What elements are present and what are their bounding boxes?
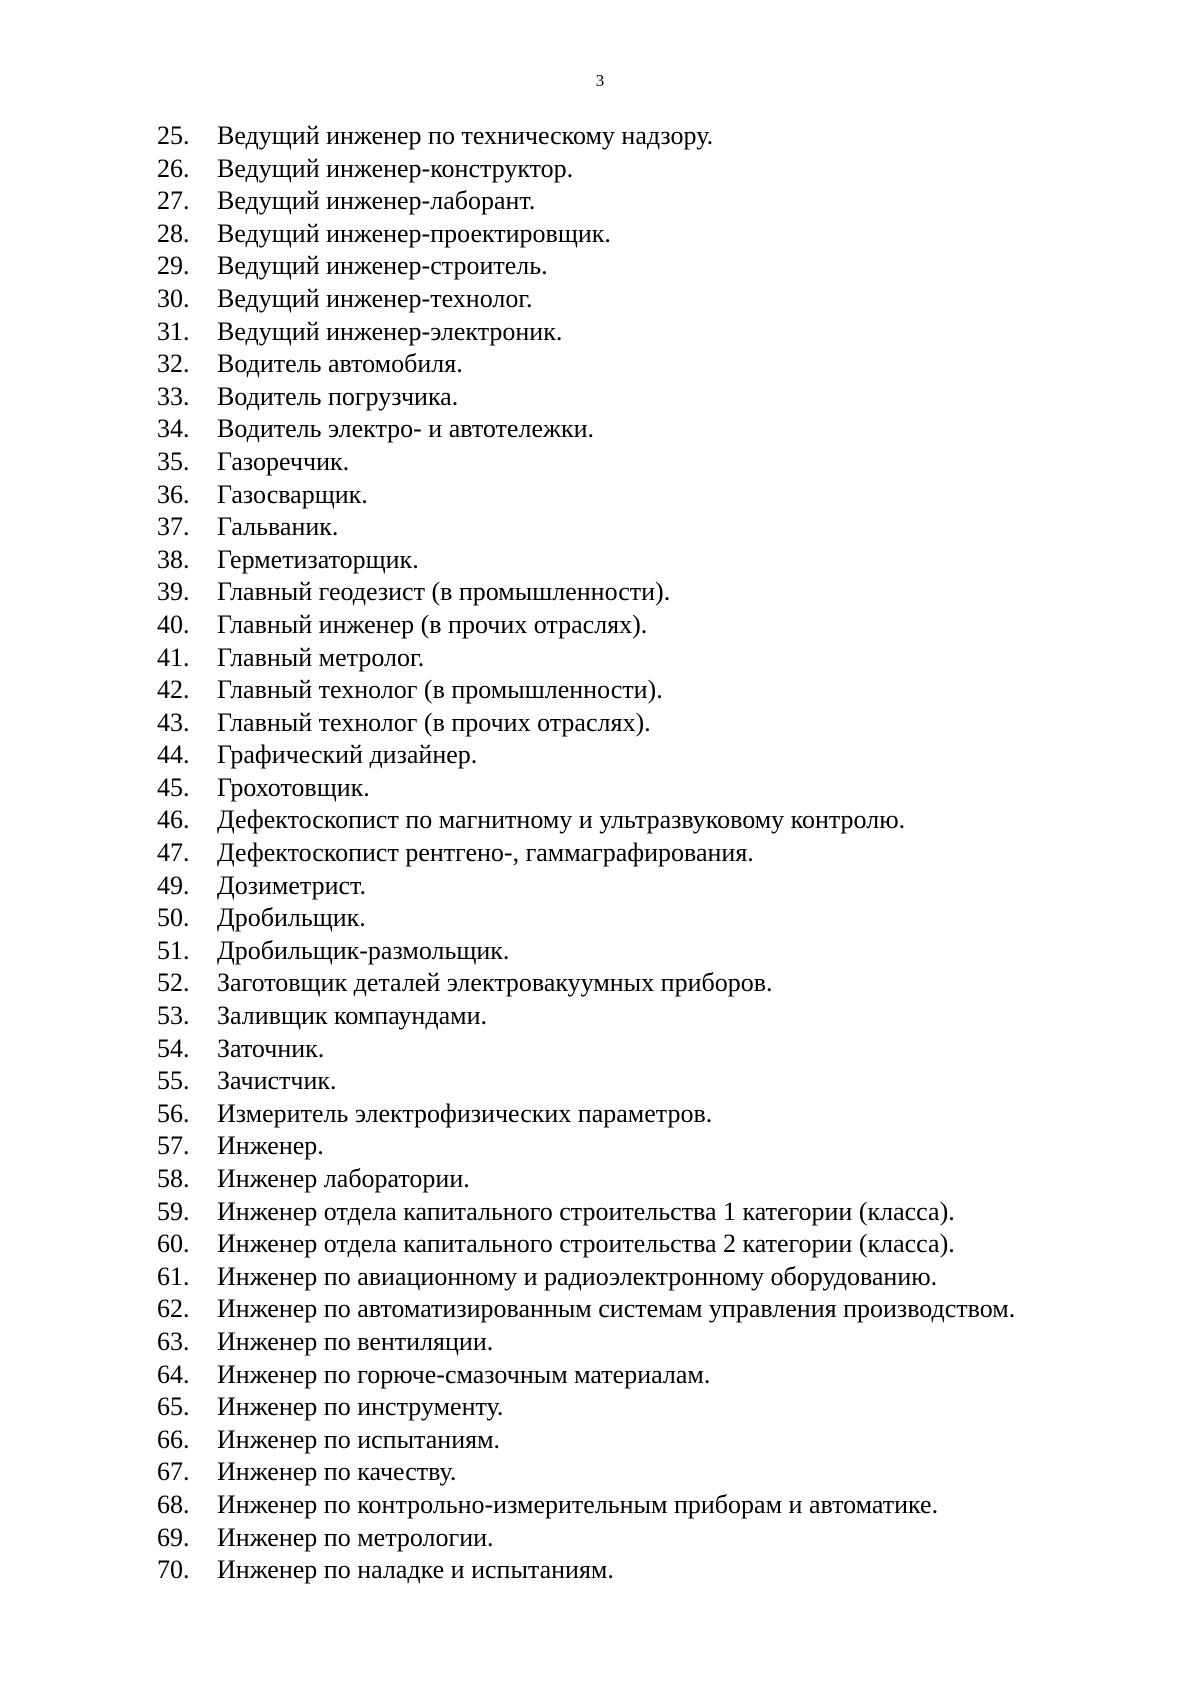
list-item (157, 120, 1157, 153)
item-number: 30. (157, 283, 190, 313)
list-item (157, 218, 1157, 251)
list-item (157, 1130, 1157, 1163)
list-item (157, 544, 1157, 577)
item-text: Главный метролог. (217, 642, 425, 672)
item-text: Инженер по автоматизированным системам управления производством. (217, 1294, 1016, 1324)
item-text: Главный геодезист (в промышленности). (217, 577, 671, 607)
item-number: 56. (157, 1098, 190, 1128)
list-item (157, 479, 1157, 512)
item-text: Ведущий инженер-технолог. (217, 283, 533, 313)
item-number: 35. (157, 446, 190, 476)
list-item (157, 1424, 1157, 1457)
list-item (157, 674, 1157, 707)
item-number: 68. (157, 1489, 190, 1519)
item-number: 25. (157, 121, 190, 150)
item-text: Инженер по авиационному и радиоэлектронному оборудованию. (217, 1261, 938, 1291)
item-number: 46. (157, 805, 190, 835)
list-item (157, 1522, 1157, 1555)
list-item (157, 1261, 1157, 1294)
item-number: 40. (157, 609, 190, 639)
item-text: Измеритель электрофизических параметров. (217, 1098, 713, 1128)
item-text: Главный технолог (в промышленности). (217, 675, 663, 705)
list-item (157, 153, 1157, 186)
item-text: Заливщик компаундами. (217, 1001, 487, 1031)
list-item (157, 642, 1157, 675)
item-number: 34. (157, 414, 190, 444)
list-item (157, 1489, 1157, 1522)
item-number: 52. (157, 968, 190, 998)
list-item (157, 902, 1157, 935)
item-text: Зачистчик. (217, 1066, 337, 1096)
item-number: 59. (157, 1196, 190, 1226)
list-item (157, 1098, 1157, 1131)
item-number: 32. (157, 349, 190, 379)
list-item (157, 1326, 1157, 1359)
list-item (157, 1228, 1157, 1261)
item-text: Герметизаторщик. (217, 544, 419, 574)
item-text: Ведущий инженер-электроник. (217, 316, 563, 346)
list-item (157, 283, 1157, 316)
item-number: 69. (157, 1522, 190, 1552)
item-text: Главный технолог (в прочих отраслях). (217, 707, 651, 737)
item-number: 38. (157, 544, 190, 574)
list-item (157, 772, 1157, 805)
item-text: Дозиметрист. (217, 870, 366, 900)
page-number: 3 (595, 71, 605, 90)
item-text: Инженер по контрольно-измерительным приборам и автоматике. (217, 1489, 939, 1519)
item-number: 51. (157, 935, 190, 965)
item-text: Дефектоскопист по магнитному и ультразвуковому контролю. (217, 805, 906, 835)
list-item (157, 1033, 1157, 1066)
item-number: 64. (157, 1359, 190, 1389)
item-text: Ведущий инженер-конструктор. (217, 153, 574, 183)
item-number: 41. (157, 642, 190, 672)
list-item (157, 967, 1157, 1000)
item-number: 28. (157, 218, 190, 248)
item-number: 65. (157, 1392, 190, 1422)
item-text: Инженер отдела капитального строительства 2 категории (класса). (217, 1229, 955, 1259)
profession-list (157, 120, 1157, 1587)
item-text: Дробильщик-размольщик. (217, 935, 510, 965)
list-item (157, 1196, 1157, 1229)
item-number: 57. (157, 1131, 190, 1161)
list-item (157, 511, 1157, 544)
item-number: 60. (157, 1229, 190, 1259)
item-number: 70. (157, 1555, 190, 1585)
item-number: 33. (157, 381, 190, 411)
list-item (157, 1000, 1157, 1033)
item-number: 61. (157, 1261, 190, 1291)
item-number: 39. (157, 577, 190, 607)
item-number: 42. (157, 675, 190, 705)
list-item (157, 381, 1157, 414)
item-text: Ведущий инженер-строитель. (217, 251, 548, 281)
item-number: 50. (157, 903, 190, 933)
item-text: Инженер по испытаниям. (217, 1424, 501, 1454)
item-number: 58. (157, 1164, 190, 1193)
item-number: 55. (157, 1066, 190, 1096)
item-text: Главный инженер (в прочих отраслях). (217, 609, 648, 639)
item-text: Инженер по метрологии. (217, 1522, 494, 1552)
item-number: 44. (157, 740, 190, 770)
list-item (157, 1293, 1157, 1326)
item-text: Инженер лаборатории. (217, 1164, 470, 1193)
list-item (157, 446, 1157, 479)
item-text: Ведущий инженер-лаборант. (217, 186, 536, 216)
list-item (157, 837, 1157, 870)
item-text: Заготовщик деталей электровакуумных приборов. (217, 968, 773, 998)
item-text: Ведущий инженер по техническому надзору. (217, 121, 714, 150)
item-text: Водитель электро- и автотележки. (217, 414, 594, 444)
item-text: Инженер по инструменту. (217, 1392, 504, 1422)
item-number: 36. (157, 479, 190, 509)
list-item (157, 348, 1157, 381)
item-text: Гальваник. (217, 512, 339, 542)
item-text: Газореччик. (217, 446, 350, 476)
item-number: 37. (157, 512, 190, 542)
item-number: 66. (157, 1424, 190, 1454)
item-text: Инженер по горюче-смазочным материалам. (217, 1359, 711, 1389)
list-item (157, 250, 1157, 283)
item-text: Инженер по наладке и испытаниям. (217, 1555, 614, 1585)
item-number: 27. (157, 186, 190, 216)
item-text: Водитель автомобиля. (217, 349, 463, 379)
list-item (157, 804, 1157, 837)
list-item (157, 1456, 1157, 1489)
item-text: Инженер отдела капитального строительства 1 категории (класса). (217, 1196, 955, 1226)
item-text: Водитель погрузчика. (217, 381, 459, 411)
list-item (157, 185, 1157, 218)
item-text: Газосварщик. (217, 479, 368, 509)
item-number: 47. (157, 838, 190, 868)
list-item (157, 316, 1157, 349)
item-text: Инженер. (217, 1131, 324, 1161)
item-text: Ведущий инженер-проектировщик. (217, 218, 611, 248)
list-item (157, 1065, 1157, 1098)
list-item (157, 935, 1157, 968)
item-text: Инженер по качеству. (217, 1457, 457, 1487)
list-item (157, 609, 1157, 642)
list-item (157, 707, 1157, 740)
item-number: 53. (157, 1001, 190, 1031)
list-item (157, 413, 1157, 446)
list-item (157, 1554, 1157, 1587)
item-number: 26. (157, 153, 190, 183)
item-text: Графический дизайнер. (217, 740, 478, 770)
item-number: 49. (157, 870, 190, 900)
item-text: Заточник. (217, 1033, 325, 1063)
item-number: 63. (157, 1326, 190, 1356)
item-text: Грохотовщик. (217, 772, 370, 802)
item-text: Дефектоскопист рентгено-, гаммаграфирования. (217, 838, 754, 868)
item-number: 45. (157, 772, 190, 802)
item-text: Инженер по вентиляции. (217, 1326, 494, 1356)
item-number: 62. (157, 1294, 190, 1324)
list-item (157, 739, 1157, 772)
item-number: 43. (157, 707, 190, 737)
item-number: 29. (157, 251, 190, 281)
list-item (157, 870, 1157, 903)
list-item (157, 1359, 1157, 1392)
item-text: Дробильщик. (217, 903, 366, 933)
item-number: 31. (157, 316, 190, 346)
item-number: 67. (157, 1457, 190, 1487)
list-item (157, 1391, 1157, 1424)
item-number: 54. (157, 1033, 190, 1063)
list-item (157, 576, 1157, 609)
list-item (157, 1163, 1157, 1196)
